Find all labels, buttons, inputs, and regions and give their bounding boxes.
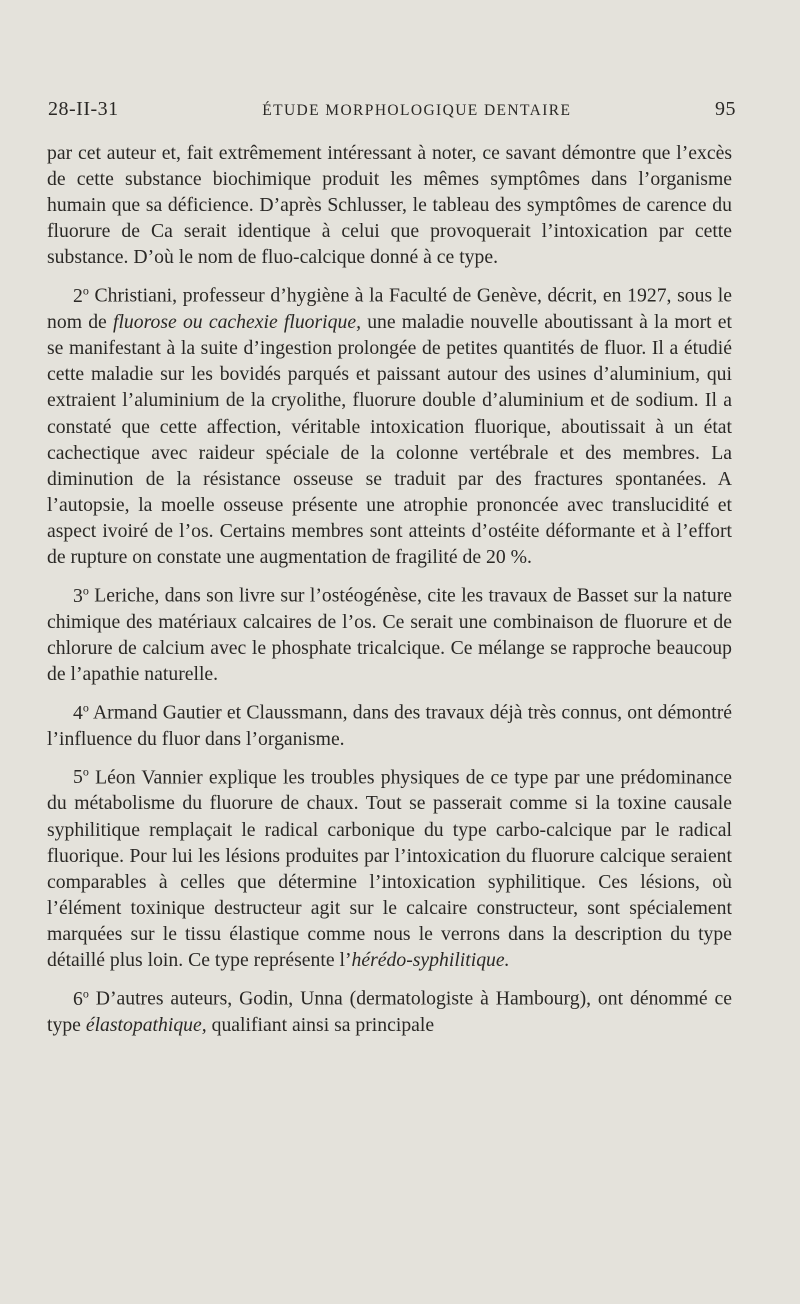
paragraph-5	[47, 759, 732, 973]
item-number: 5$^o$	[73, 764, 89, 789]
item-number: 4$^o$	[73, 700, 89, 724]
paragraph-3	[47, 577, 732, 687]
paragraph-text: Christiani, professeur d’hygiène à la Faculté de Genève, décrit, en 1927, sous le nom de	[47, 285, 732, 334]
paragraph-text: une maladie nouvelle aboutissant à la mort et se manifestant à la suite d’ingestion prolongée de petites quantités de fluor. Il a étudié cette maladie sur les bovidés parqués et paissant autour des usines d’aluminium, qui extraient l’aluminium de la cryolithe, fluorure double d’aluminium et de sodium. Il a constaté que cette affection, véritable intoxication fluorique, aboutissait à un état cachectique avec raideur spéciale de la colonne vertébrale et des membres. La diminution de la résistance osseuse se traduit par des fractures spontanées. A l’autopsie, la moelle osseuse présente une atrophie prononcée avec translucidité et aspect ivoiré de l’os. Certains membres sont atteints d’ostéite déformante et à l’effort de rupture on constate une augmentation de fragilité de 20 %.	[47, 311, 732, 568]
paragraph-text: qualifiant ainsi sa principale	[206, 1013, 435, 1036]
paragraph-text: Leriche, dans son livre sur l’ostéogénèse, cite les travaux de Basset sur la nature chimique des matériaux calcaires de l’os. Ce serait une combinaison de fluorure et de chlorure de calcium avec le phosphate tricalcique. Ce mélange se rapproche beaucoup de l’apathie naturelle.	[47, 584, 732, 685]
paragraph-4	[47, 694, 732, 752]
italic-term: hérédo-syphilitique.	[351, 948, 510, 971]
paragraph-text: D’autres auteurs, Godin, Unna (dermatologiste à Hambourg), ont dénommé ce type	[47, 987, 732, 1036]
item-number: 6$^o$	[73, 986, 89, 1010]
item-number: 3$^o$	[73, 583, 89, 607]
running-header	[48, 98, 736, 121]
paragraph-continuation: par cet auteur et, fait extrêmement intéressant à noter, ce savant démontre que l’excès de cette substance biochimique produit les mêmes symptômes dans l’organisme humain que sa déficience. D’après Schlusser, le tableau des symptômes de carence du fluorure de Ca serait identique à celui que provoquerait l’intoxication par cette substance. D’où le nom de fluo-calcique donné à ce type.	[47, 142, 732, 269]
italic-term: élastopathique,	[85, 1013, 207, 1036]
paragraph-text: Armand Gautier et Claussmann, dans des travaux déjà très connus, ont démontré l’influence du fluor dans l’organisme.	[47, 701, 732, 750]
body-text	[47, 140, 732, 1045]
header-title: ÉTUDE MORPHOLOGIQUE DENTAIRE	[262, 102, 572, 119]
header-date: 28-II-31	[48, 98, 119, 120]
paragraph-text: Léon Vannier explique les troubles physiques de ce type par une prédominance du métabolisme du fluorure de chaux. Tout se passerait comme si la toxine causale syphilitique remplaçait le radical carbonique du type carbo-calcique par le radical fluorique. Pour lui les lésions produites par l’intoxication du fluorure calcique seraient comparables à celles que détermine l’intoxication syphilitique. Ces lésions, où l’élément toxinique destructeur agit sur le calcaire constructeur, sont spécialement marquées sur le tissu élastique comme nous le verrons dans la description du type détaillé plus loin. Ce type représente	[47, 766, 732, 971]
item-number: 2$^o$	[73, 283, 89, 308]
paragraph-text: l’	[339, 948, 352, 971]
italic-term: fluorose ou cachexie fluorique,	[112, 311, 361, 334]
paragraph-2	[47, 277, 732, 570]
page-number: 95	[714, 98, 736, 120]
paragraph-6	[47, 980, 732, 1038]
